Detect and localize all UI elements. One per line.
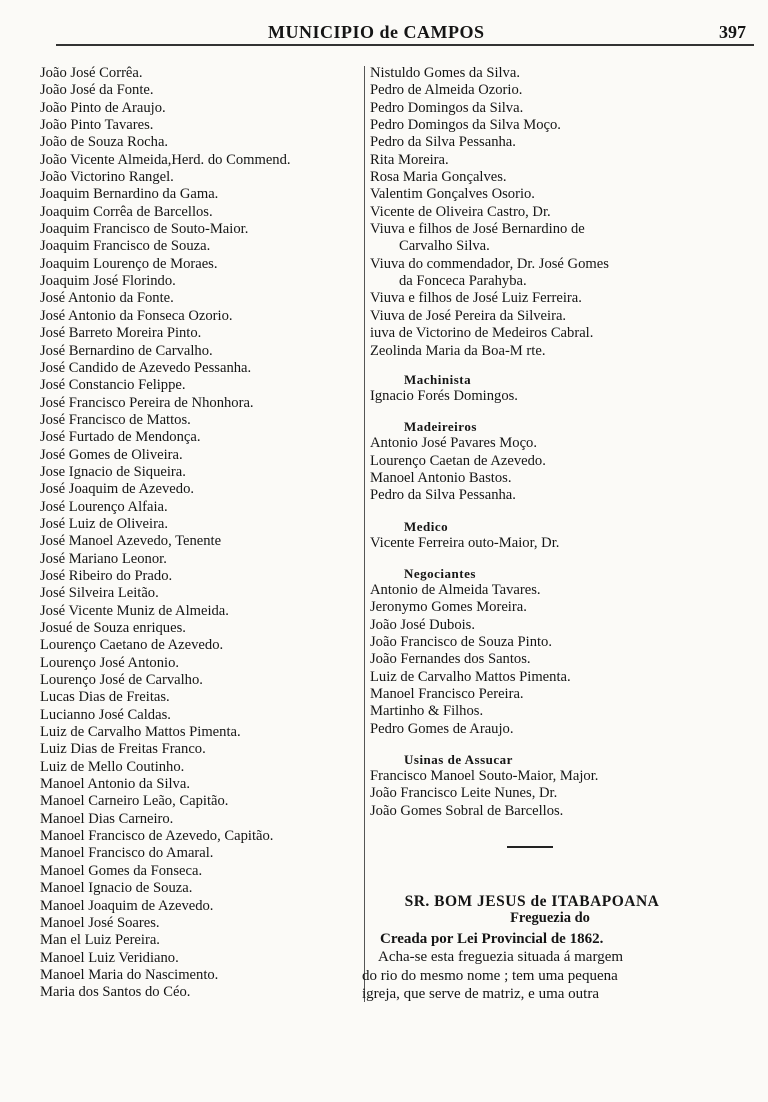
name-entry: Luiz Dias de Freitas Franco. (40, 741, 206, 758)
name-entry: Lourenço José Antonio. (40, 654, 180, 671)
name-entry: José Antonio da Fonte. (40, 290, 174, 307)
name-entry: João José Dubois. (370, 616, 475, 633)
name-entry: Pedro de Almeida Ozorio. (370, 82, 523, 99)
name-entry: José Lourenço Alfaia. (40, 498, 168, 515)
name-entry: Lucianno José Caldas. (40, 706, 171, 723)
name-entry: Joaquim Lourenço de Moraes. (40, 255, 218, 272)
name-entry: Pedro da Silva Pessanha. (370, 134, 516, 151)
name-entry: João Victorino Rangel. (40, 169, 174, 186)
name-entry: Lourenço Caetan de Azevedo. (370, 452, 546, 469)
name-entry: iuva de Victorino de Medeiros Cabral. (370, 325, 594, 342)
name-entry: José Silveira Leitão. (40, 585, 159, 602)
name-entry: Joaquim Corrêa de Barcellos. (40, 203, 213, 220)
name-entry: Antonio de Almeida Tavares. (370, 581, 541, 598)
name-entry: Rita Moreira. (370, 151, 449, 168)
name-entry: Ignacio Forés Domingos. (370, 387, 518, 404)
name-entry: Manoel Francisco de Azevedo, Capitão. (40, 828, 274, 845)
name-entry: Rosa Maria Gonçalves. (370, 169, 507, 186)
name-entry: Joaquim Francisco de Souza. (40, 238, 211, 255)
name-entry: Joaquim José Florindo. (40, 273, 176, 290)
paragraph-line: Acha-se esta freguezia situada á margem (378, 949, 624, 966)
name-entry: Pedro Domingos da Silva. (370, 99, 524, 116)
parish-subtitle: Freguezia do (510, 910, 590, 926)
name-entry: Pedro Gomes de Araujo. (370, 720, 514, 737)
name-entry: José Joaquim de Azevedo. (40, 481, 195, 498)
name-entry: Manoel Luiz Veridiano. (40, 949, 179, 966)
name-entry: Manoel Ignacio de Souza. (40, 880, 193, 897)
name-entry: José Furtado de Mendonça. (40, 429, 201, 446)
paragraph-line: do rio do mesmo nome ; tem uma pequena (362, 967, 618, 984)
parish-title: SR. BOM JESUS de ITABAPOANA (404, 893, 660, 910)
name-entry: José Barreto Moreira Pinto. (40, 325, 202, 342)
name-entry: Manoel Francisco Pereira. (370, 685, 524, 702)
name-entry: Josué de Souza enriques. (40, 620, 186, 636)
name-entry: José Candido de Azevedo Pessanha. (40, 359, 252, 376)
name-entry: Manoel Maria do Nascimento. (40, 966, 219, 983)
page-header (56, 22, 754, 46)
name-entry: João Francisco de Souza Pinto. (370, 633, 552, 650)
paragraph-line: igreja, que serve de matriz, e uma outra (362, 986, 599, 1003)
column-divider (364, 66, 365, 1002)
name-entry: Manoel Dias Carneiro. (40, 810, 174, 827)
name-entry: Lourenço Caetano de Azevedo. (40, 637, 224, 654)
name-entry: Lourenço José de Carvalho. (40, 672, 203, 689)
name-entry: Francisco Manoel Souto-Maior, Major. (370, 768, 599, 784)
section-heading: Usinas de Assucar (404, 752, 513, 767)
name-entry: Luiz de Carvalho Mattos Pimenta. (40, 724, 241, 741)
parish-description (362, 930, 678, 1004)
name-entry: João Vicente Almeida,Herd. do Commend. (40, 151, 291, 168)
name-entry: Manoel Carneiro Leão, Capitão. (40, 793, 229, 810)
name-entry: José Luiz de Oliveira. (40, 515, 169, 532)
name-entry: José Ribeiro do Prado. (40, 567, 173, 584)
name-entry: Joaquim Bernardino da Gama. (40, 186, 219, 203)
name-entry: José Francisco de Mattos. (40, 411, 191, 428)
name-entry: Manoel Gomes da Fonseca. (40, 862, 203, 879)
name-entry: João José da Fonte. (40, 82, 154, 99)
name-entry: Man el Luiz Pereira. (40, 932, 160, 949)
name-entry: José Bernardino de Carvalho. (40, 342, 213, 359)
name-entry: Vicente Ferreira outo-Maior, Dr. (370, 534, 560, 551)
right-column (370, 65, 690, 820)
name-entry: João de Souza Rocha. (40, 134, 169, 151)
running-title: MUNICIPIO de CAMPOS (268, 22, 485, 42)
name-entry: Vicente de Oliveira Castro, Dr. (370, 203, 551, 220)
left-column (40, 65, 368, 1002)
name-entry: Manoel José Soares. (40, 914, 160, 931)
section-heading: Medico (404, 518, 449, 534)
name-entry: Carvalho Silva. (399, 238, 490, 255)
name-entry: José Constancio Felippe. (40, 377, 186, 394)
name-entry: Valentim Gonçalves Osorio. (370, 186, 535, 203)
section-heading: Madeireiros (404, 419, 477, 435)
name-entry: Zeolinda Maria da Boa-M rte. (370, 342, 546, 359)
paragraph-line: Creada por Lei Provincial de 1862. (380, 931, 604, 947)
name-entry: Luiz de Mello Coutinho. (40, 758, 185, 775)
name-entry: João Gomes Sobral de Barcellos. (370, 802, 564, 819)
name-entry: João Pinto Tavares. (40, 117, 154, 134)
name-entry: Pedro da Silva Pessanha. (370, 487, 516, 504)
name-entry: Lucas Dias de Freitas. (40, 689, 170, 706)
name-entry: Viuva de José Pereira da Silveira. (370, 307, 567, 324)
name-entry: da Fonceca Parahyba. (399, 273, 527, 290)
name-entry: José Francisco Pereira de Nhonhora. (40, 394, 254, 411)
name-entry: Antonio José Pavares Moço. (370, 435, 537, 452)
name-entry: Viuva e filhos de José Bernardino de (370, 221, 585, 238)
name-entry: Manoel Francisco do Amaral. (40, 845, 214, 862)
page-number: 397 (719, 22, 746, 42)
name-entry: Luiz de Carvalho Mattos Pimenta. (370, 668, 571, 685)
name-entry: João José Corrêa. (40, 65, 143, 81)
name-entry: Manoel Antonio da Silva. (40, 776, 190, 793)
name-entry: Pedro Domingos da Silva Moço. (370, 117, 561, 134)
name-entry: João Fernandes dos Santos. (370, 651, 531, 668)
name-entry: José Vicente Muniz de Almeida. (40, 602, 229, 619)
name-entry: José Antonio da Fonseca Ozorio. (40, 307, 233, 324)
name-entry: Viuva do commendador, Dr. José Gomes (370, 255, 609, 272)
section-heading: Negociantes (404, 565, 476, 581)
name-entry: Viuva e filhos de José Luiz Ferreira. (370, 290, 582, 307)
name-entry: Martinho & Filhos. (370, 703, 484, 720)
name-entry: Manoel Joaquim de Azevedo. (40, 897, 214, 914)
header-rule (56, 44, 754, 46)
name-entry: Manoel Antonio Bastos. (370, 469, 512, 486)
name-entry: José Manoel Azevedo, Tenente (40, 533, 222, 550)
name-entry: Jeronymo Gomes Moreira. (370, 599, 527, 616)
name-entry: João Francisco Leite Nunes, Dr. (370, 785, 558, 802)
name-entry: José Mariano Leonor. (40, 550, 167, 567)
name-entry: Maria dos Santos do Céo. (40, 984, 191, 1001)
name-entry: José Gomes de Oliveira. (40, 446, 183, 463)
name-entry: João Pinto de Araujo. (40, 99, 166, 116)
name-entry: Jose Ignacio de Siqueira. (40, 463, 186, 480)
name-entry: Joaquim Francisco de Souto-Maior. (40, 221, 249, 238)
name-entry: Nistuldo Gomes da Silva. (370, 65, 520, 81)
section-rule (507, 846, 553, 848)
section-heading: Machinista (404, 371, 472, 387)
